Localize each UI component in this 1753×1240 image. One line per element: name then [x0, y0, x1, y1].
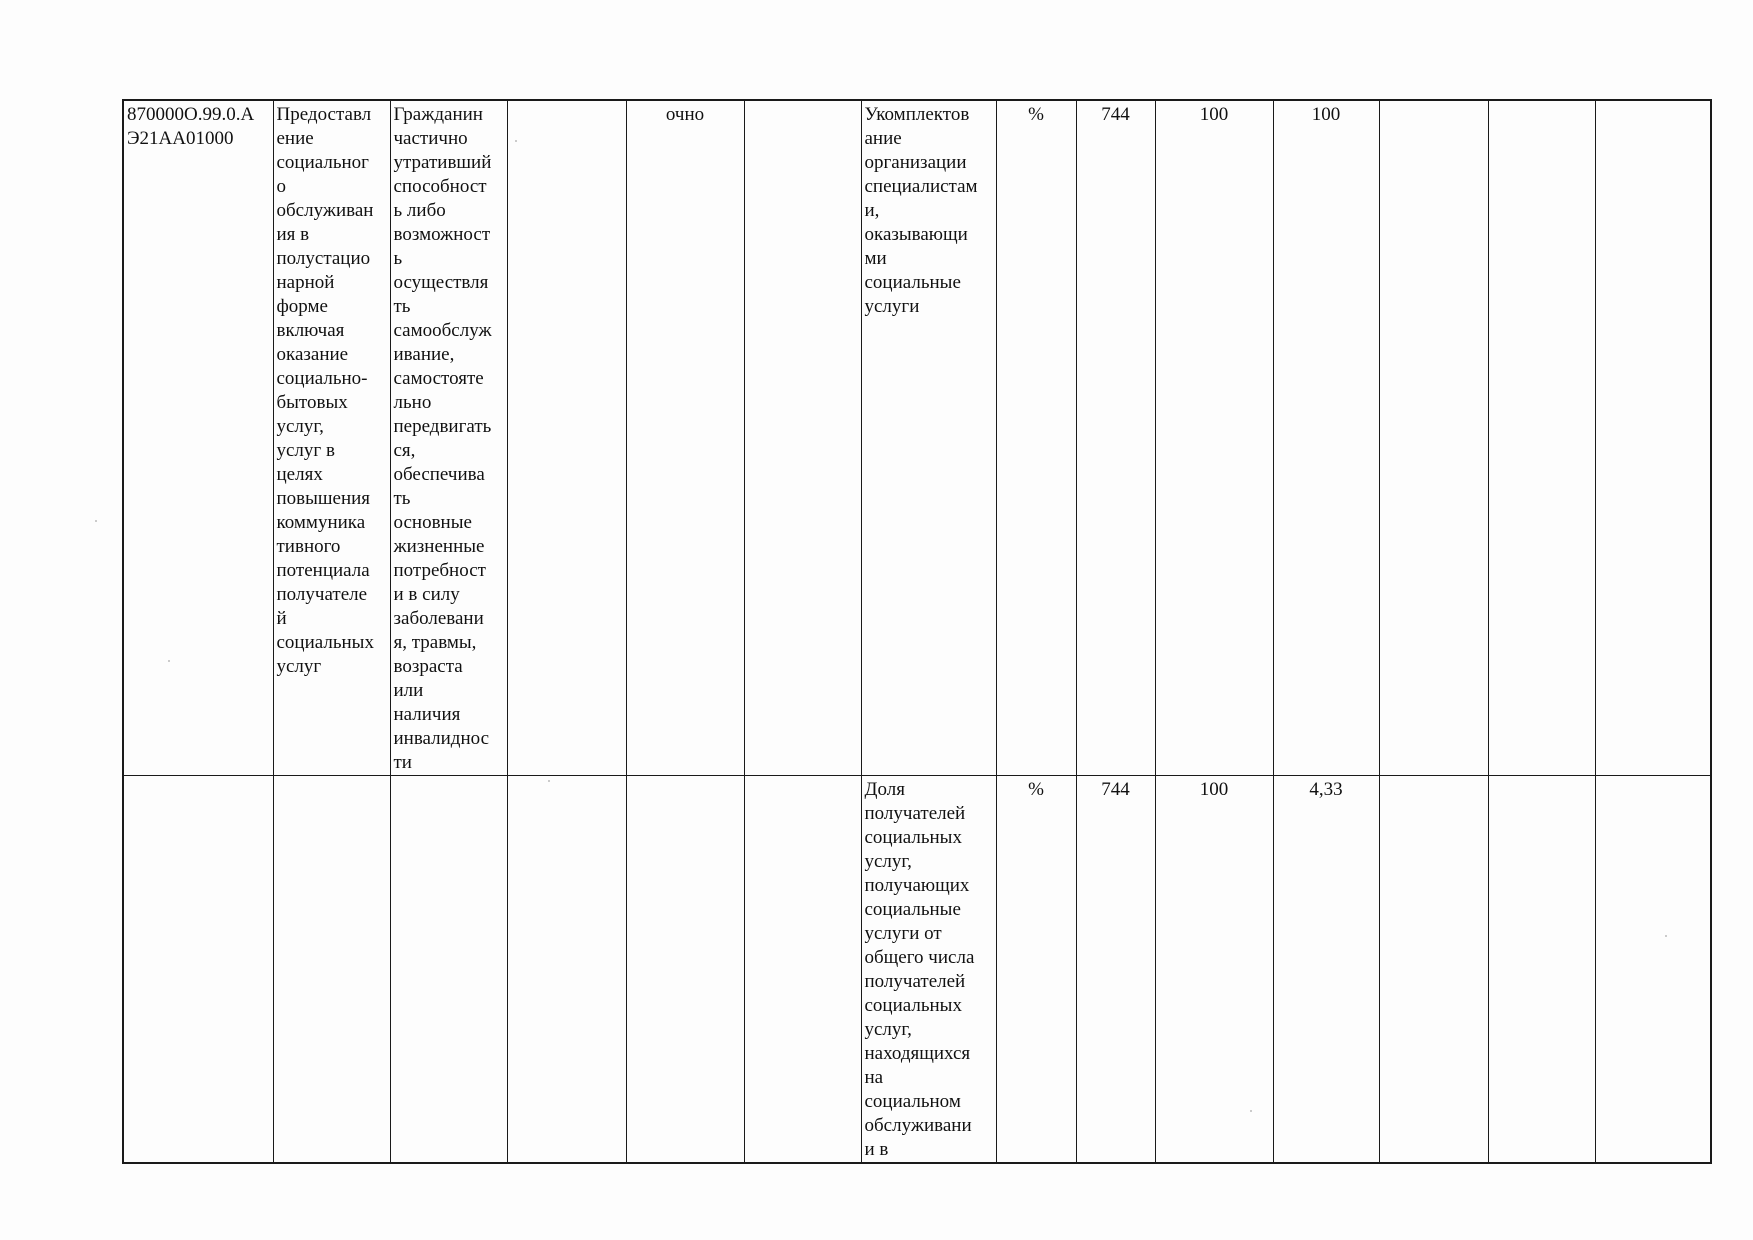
form-cell: очно: [626, 100, 744, 776]
scan-speck: [1250, 1110, 1252, 1112]
empty-cell: [507, 100, 626, 776]
actual-value-cell: 100: [1273, 100, 1379, 776]
unit-cell: %: [996, 100, 1076, 776]
recipient-category-cell: Гражданин частично утративший способност ь либо возможност ь осуществля ть самообслуж ивание, самостояте льно передвигать ся, обеспечива ть основные жизненные потребност и в силу заболевани я, травмы, возраста или наличия инвалиднос ти: [390, 100, 507, 776]
empty-cell: [1488, 776, 1595, 1164]
indicator-name-cell: Доля получателей социальных услуг, получающих социальные услуги от общего числа получателей социальных услуг, находящихся на социальном обслуживани и в: [861, 776, 996, 1164]
empty-cell: [1379, 776, 1488, 1164]
empty-cell: [744, 776, 861, 1164]
empty-cell: [273, 776, 390, 1164]
table-row: [123, 776, 1711, 1164]
empty-cell: [1488, 100, 1595, 776]
approved-value-cell: 100: [1155, 776, 1273, 1164]
indicator-name-cell: Укомплектов ание организации специалистам и, оказывающи ми социальные услуги: [861, 100, 996, 776]
service-name-cell: Предоставл ение социальног о обслуживан ия в полустацио нарной форме включая оказание социально- бытовых услуг, услуг в целях повышения коммуника тивного потенциала получателе й социальных услуг: [273, 100, 390, 776]
empty-cell: [123, 776, 273, 1164]
scan-speck: [515, 140, 517, 142]
scan-speck: [1665, 935, 1667, 937]
empty-cell: [390, 776, 507, 1164]
empty-cell: [1379, 100, 1488, 776]
empty-cell: [507, 776, 626, 1164]
okei-code-cell: 744: [1076, 776, 1155, 1164]
approved-value-cell: 100: [1155, 100, 1273, 776]
table-row: [123, 100, 1711, 776]
scan-speck: [548, 780, 550, 782]
scan-speck: [168, 660, 170, 662]
okei-code-cell: 744: [1076, 100, 1155, 776]
unit-cell: %: [996, 776, 1076, 1164]
scan-speck: [95, 520, 97, 522]
empty-cell: [1595, 100, 1711, 776]
empty-cell: [626, 776, 744, 1164]
empty-cell: [1595, 776, 1711, 1164]
registry-number-cell: 870000О.99.0.А Э21АА01000: [123, 100, 273, 776]
empty-cell: [744, 100, 861, 776]
actual-value-cell: 4,33: [1273, 776, 1379, 1164]
indicators-table: [122, 99, 1712, 1164]
